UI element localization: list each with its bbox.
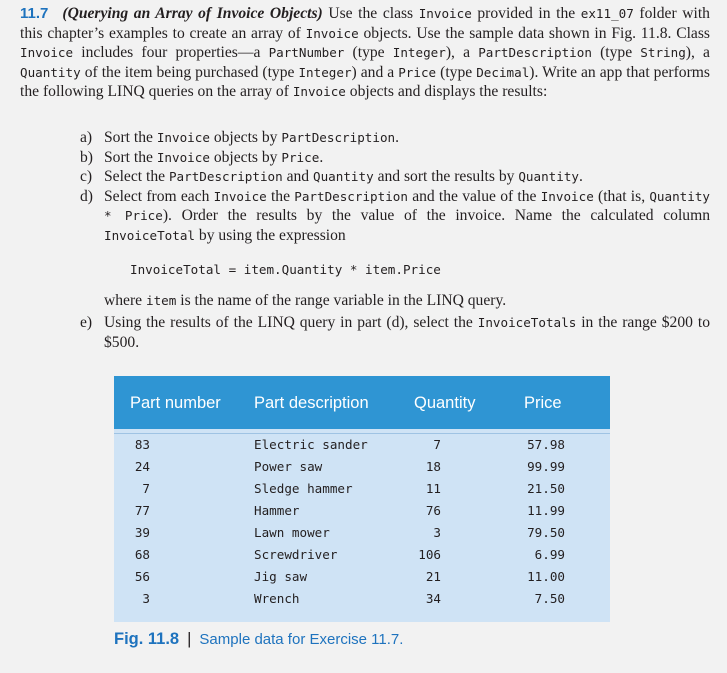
- cell-price: 11.99: [527, 503, 565, 518]
- table-row: [114, 459, 610, 481]
- inline-text: ), a: [685, 44, 710, 62]
- inline-code: Invoice: [213, 188, 267, 204]
- inline-code: Quantity: [20, 64, 81, 80]
- inline-text: ). Write an app that performs the following LINQ queries on the array of: [20, 63, 710, 101]
- inline-code: Invoice: [156, 130, 210, 145]
- inline-text: Sort the: [104, 148, 157, 166]
- inline-text: Using the results of the LINQ query in part (d), select the: [104, 314, 478, 331]
- table-row: [114, 481, 610, 503]
- task-label: c): [80, 168, 93, 186]
- inline-text: ). Order the results by the value of the invoice. Name the calculated column: [162, 207, 710, 225]
- caption-text: Sample data for Exercise 11.7.: [199, 631, 404, 648]
- inline-text: (type: [591, 44, 641, 62]
- inline-code: Price: [281, 149, 320, 165]
- figure-caption: [114, 630, 403, 649]
- inline-text: .: [579, 168, 583, 186]
- caption-separator: |: [187, 630, 192, 648]
- cell-price: 57.98: [527, 437, 565, 452]
- task-label: d): [80, 187, 93, 205]
- inline-code: PartDescription: [478, 45, 592, 61]
- figure-label: Fig. 11.8: [114, 630, 180, 648]
- inline-text: and the value of the: [407, 187, 541, 205]
- task-item: [80, 128, 710, 148]
- inline-text: Select from each: [104, 187, 214, 205]
- inline-text: objects by: [209, 148, 282, 166]
- header-price: Price: [524, 394, 562, 412]
- inline-text: in the range $200 to $500.: [104, 314, 710, 351]
- inline-code: Invoice: [20, 45, 74, 61]
- cell-part-description: Wrench: [254, 591, 300, 606]
- inline-text: (type: [436, 63, 477, 81]
- exercise-paragraph: [20, 4, 710, 102]
- inline-text: (that is,: [593, 187, 650, 205]
- inline-text: Select the: [104, 168, 169, 186]
- inline-text: .: [395, 129, 400, 146]
- task-item: [80, 167, 710, 187]
- inline-code: item: [146, 293, 177, 308]
- inline-text: ) and a: [351, 63, 399, 81]
- exercise-number: 11.7: [20, 5, 49, 22]
- cell-part-description: Power saw: [254, 459, 323, 474]
- inline-text: objects. Use the sample data shown in Fig. 11.8. Class: [358, 24, 710, 42]
- header-divider: [114, 433, 610, 434]
- inline-text: is the name of the range variable in the LINQ query.: [176, 292, 507, 309]
- cell-quantity: 76: [425, 503, 441, 518]
- cell-part-number: 56: [134, 569, 150, 584]
- table-header: [114, 376, 610, 429]
- inline-code: PartNumber: [268, 45, 345, 61]
- header-quantity: Quantity: [414, 394, 476, 412]
- inline-code: Integer: [392, 45, 446, 61]
- inline-text: objects and displays the results:: [345, 83, 548, 101]
- task-label: b): [80, 148, 93, 166]
- cell-price: 7.50: [534, 591, 565, 606]
- cell-quantity: 21: [425, 569, 441, 584]
- inline-code: Decimal: [476, 64, 530, 80]
- inline-text: objects by: [209, 129, 282, 146]
- cell-part-description: Lawn mower: [254, 525, 330, 540]
- inline-text: folder with this chapter’s examples to create an array of: [20, 5, 710, 42]
- cell-quantity: 106: [418, 547, 441, 562]
- task-list-continued: [80, 313, 710, 352]
- cell-part-number: 39: [134, 525, 150, 540]
- inline-code: Quantity: [313, 169, 374, 185]
- cell-part-number: 77: [134, 503, 150, 518]
- inline-code: Integer: [298, 64, 352, 80]
- inline-text: .: [319, 148, 324, 166]
- cell-part-number: 83: [134, 437, 150, 452]
- cell-price: 79.50: [527, 525, 565, 540]
- inline-code: Price: [398, 64, 437, 80]
- cell-quantity: 11: [425, 481, 441, 496]
- inline-text: Sort the: [104, 129, 157, 146]
- task-item: [80, 313, 710, 352]
- cell-price: 11.00: [527, 569, 565, 584]
- header-part-number: Part number: [130, 394, 221, 412]
- table-row: [114, 503, 610, 525]
- inline-text: includes four properties—a: [73, 44, 269, 62]
- inline-text: and: [282, 168, 313, 186]
- task-item: [80, 187, 710, 246]
- cell-price: 6.99: [534, 547, 565, 562]
- task-label: e): [80, 314, 93, 331]
- header-part-description: Part description: [254, 394, 369, 412]
- inline-code: PartDescription: [281, 130, 396, 145]
- cell-part-number: 24: [134, 459, 150, 474]
- table-row: [114, 591, 610, 613]
- inline-code: ex11_07: [580, 6, 634, 21]
- inline-code: Invoice: [418, 6, 472, 21]
- inline-code: PartDescription: [294, 188, 408, 204]
- inline-text: ), a: [445, 44, 479, 62]
- cell-price: 99.99: [527, 459, 565, 474]
- cell-quantity: 7: [433, 437, 441, 452]
- code-expression: InvoiceTotal = item.Quantity * item.Price: [130, 262, 441, 277]
- where-note: [104, 291, 714, 311]
- inline-code: Invoice: [156, 149, 210, 165]
- table-row: [114, 569, 610, 591]
- inline-code: InvoiceTotal: [104, 227, 195, 243]
- inline-text: and sort the results by: [373, 168, 519, 186]
- inline-code: Invoice: [292, 84, 346, 100]
- inline-text: the: [266, 187, 295, 205]
- inline-text: Use the class: [322, 5, 419, 22]
- table-row: [114, 547, 610, 569]
- cell-quantity: 34: [425, 591, 441, 606]
- cell-part-description: Screwdriver: [254, 547, 338, 562]
- sample-data-table: [114, 376, 610, 622]
- cell-part-number: 68: [134, 547, 150, 562]
- cell-quantity: 18: [425, 459, 441, 474]
- inline-code: Quantity: [518, 169, 579, 185]
- task-label: a): [80, 129, 93, 146]
- inline-code: InvoiceTotals: [477, 315, 577, 330]
- inline-code: Invoice: [305, 25, 359, 41]
- cell-part-number: 7: [142, 481, 150, 496]
- inline-code: Invoice: [540, 188, 594, 204]
- inline-text: where: [104, 292, 146, 309]
- table-row: [114, 437, 610, 459]
- cell-part-description: Jig saw: [254, 569, 308, 584]
- inline-code: String: [640, 45, 686, 61]
- table-row: [114, 525, 610, 547]
- inline-text: by using the expression: [195, 226, 346, 244]
- cell-part-description: Electric sander: [254, 437, 368, 452]
- task-item: [80, 148, 710, 168]
- cell-part-description: Sledge hammer: [254, 481, 353, 496]
- cell-price: 21.50: [527, 481, 565, 496]
- cell-part-number: 3: [142, 591, 150, 606]
- task-list: [80, 128, 710, 246]
- inline-text: of the item being purchased (type: [80, 63, 299, 81]
- cell-part-description: Hammer: [254, 503, 300, 518]
- inline-text: (type: [344, 44, 393, 62]
- exercise-title: (Querying an Array of Invoice Objects): [62, 5, 323, 22]
- inline-code: Quantity * Price: [104, 188, 711, 224]
- cell-quantity: 3: [433, 525, 441, 540]
- inline-code: PartDescription: [168, 169, 283, 185]
- inline-text: provided in the: [471, 5, 581, 22]
